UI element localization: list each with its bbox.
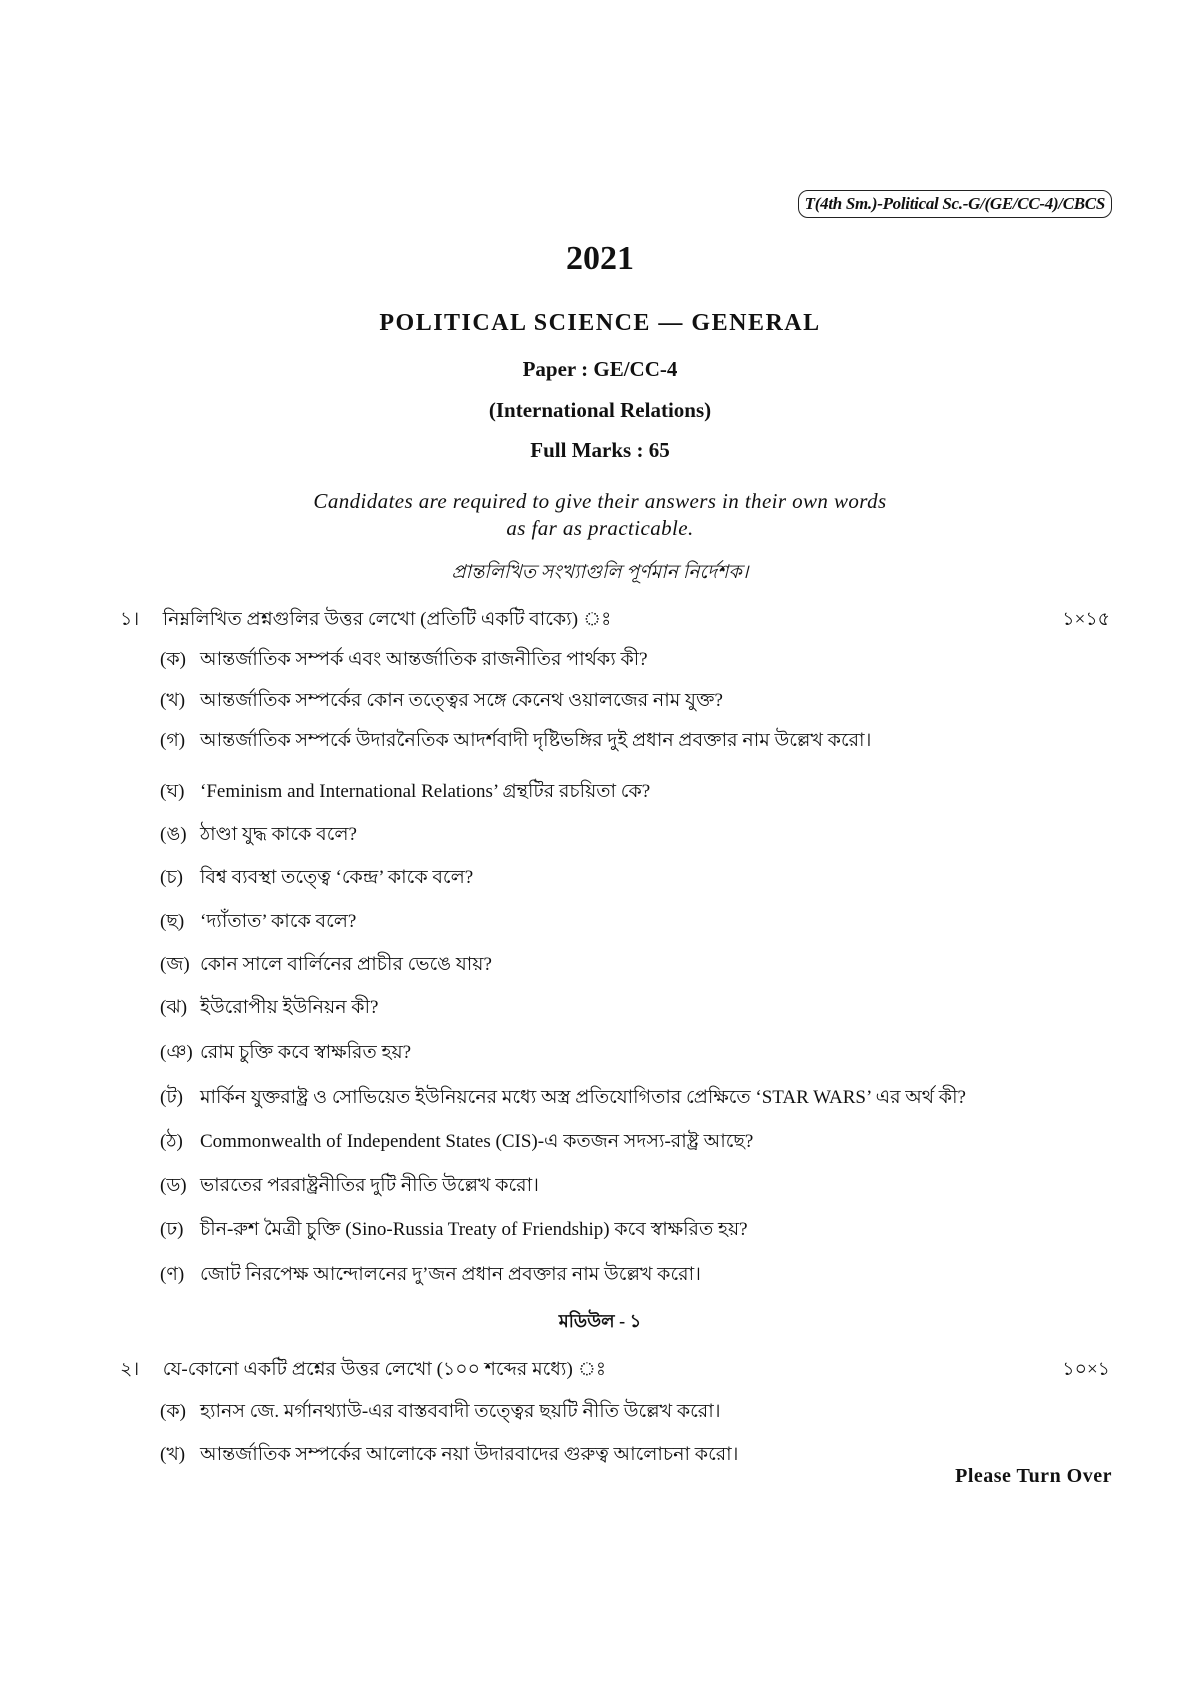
sub-question-text: ঠাণ্ডা যুদ্ধ কাকে বলে?	[200, 824, 357, 845]
sub-question-text: আন্তর্জাতিক সম্পর্কে উদারনৈতিক আদর্শবাদী দৃষ্টিভঙ্গির দুই প্রধান প্রবক্তার নাম উল্লেখ করো।	[200, 730, 872, 751]
sub-question-label: (জ)	[160, 954, 190, 975]
sub-question-label: (ঠ)	[160, 1131, 183, 1152]
sub-question	[160, 1171, 1110, 1203]
sub-question-label: (ড)	[160, 1175, 187, 1196]
exam-year: 2021	[566, 240, 634, 277]
question-marks: ১×১৫	[1062, 609, 1110, 630]
question-1	[120, 605, 1110, 637]
sub-question-text: Commonwealth of Independent States (CIS)-এ কতজন সদস্য-রাষ্ট্র আছে?	[200, 1131, 754, 1152]
question-2	[120, 1355, 1110, 1387]
paper-label: Paper : GE/CC-4	[522, 357, 678, 381]
sub-question	[160, 863, 1110, 895]
sub-question	[160, 1038, 1110, 1070]
subject-title: POLITICAL SCIENCE — GENERAL	[379, 310, 821, 336]
sub-question-text: আন্তর্জাতিক সম্পর্কের কোন তত্ত্বের সঙ্গে কেনেথ ওয়ালজের নাম যুক্ত?	[200, 690, 723, 711]
question-number: ২।	[120, 1359, 140, 1380]
sub-question	[160, 1397, 1110, 1429]
sub-question-text: ‘Feminism and International Relations’ গ্রন্থটির রচয়িতা কে?	[200, 781, 651, 802]
paper-area: (International Relations)	[488, 398, 712, 422]
sub-question	[160, 1083, 1110, 1115]
sub-question-text: বিশ্ব ব্যবস্থা তত্ত্বে ‘কেন্দ্র’ কাকে বলে?	[200, 867, 474, 888]
sub-question-text: জোট নিরপেক্ষ আন্দোলনের দু’জন প্রধান প্রবক্তার নাম উল্লেখ করো।	[200, 1264, 701, 1285]
full-marks: Full Marks : 65	[530, 438, 670, 462]
sub-question-label: (ঙ)	[160, 824, 187, 845]
sub-question-text: ইউরোপীয় ইউনিয়ন কী?	[200, 997, 379, 1018]
sub-question	[160, 686, 1110, 718]
sub-question-label: (ঞ)	[160, 1042, 193, 1063]
sub-question-label: (ট)	[160, 1087, 184, 1108]
sub-question-text: ‘দ্যাঁতাত’ কাকে বলে?	[200, 911, 357, 932]
instruction-line: Candidates are required to give their answers in their own words	[313, 489, 887, 513]
sub-question-text: আন্তর্জাতিক সম্পর্ক এবং আন্তর্জাতিক রাজনীতির পার্থক্য কী?	[200, 649, 648, 670]
sub-question-label: (ক)	[160, 1401, 186, 1422]
sub-question-label: (ছ)	[160, 911, 185, 932]
sub-question-text: হ্যানস জে. মর্গানথ্যাউ-এর বাস্তববাদী তত্ত্বের ছয়টি নীতি উল্লেখ করো।	[200, 1401, 721, 1422]
please-turn-over: Please Turn Over	[955, 1465, 1112, 1487]
sub-question-label: (ঝ)	[160, 997, 188, 1018]
sub-question-label: (ক)	[160, 649, 186, 670]
sub-question-text: কোন সালে বার্লিনের প্রাচীর ভেঙে যায়?	[200, 954, 492, 975]
module-heading: মডিউল - ১	[558, 1311, 642, 1331]
question-marks: ১০×১	[1062, 1359, 1110, 1380]
sub-question-label: (চ)	[160, 867, 183, 888]
sub-question-label: (খ)	[160, 690, 186, 711]
sub-question	[160, 777, 1110, 809]
sub-question	[160, 726, 1110, 758]
sub-question-label: (খ)	[160, 1444, 186, 1465]
sub-question	[160, 645, 1110, 677]
sub-question-text: রোম চুক্তি কবে স্বাক্ষরিত হয়?	[200, 1042, 412, 1063]
sub-question-text: আন্তর্জাতিক সম্পর্কের আলোকে নয়া উদারবাদের গুরুত্ব আলোচনা করো।	[200, 1444, 739, 1465]
sub-question-text: ভারতের পররাষ্ট্রনীতির দুটি নীতি উল্লেখ করো।	[200, 1175, 539, 1196]
sub-question-text: চীন-রুশ মৈত্রী চুক্তি (Sino-Russia Treaty of Friendship) কবে স্বাক্ষরিত হয়?	[200, 1219, 748, 1240]
sub-question-label: (ণ)	[160, 1264, 185, 1285]
question-number: ১।	[120, 609, 140, 630]
paper-code: T(4th Sm.)-Political Sc.-G/(GE/CC-4)/CBCS	[798, 190, 1112, 218]
sub-question	[160, 1127, 1110, 1159]
sub-question-label: (গ)	[160, 730, 186, 751]
sub-question-label: (ঢ)	[160, 1219, 184, 1240]
sub-question	[160, 907, 1110, 939]
sub-question-text: মার্কিন যুক্তরাষ্ট্র ও সোভিয়েত ইউনিয়নের মধ্যে অস্ত্র প্রতিযোগিতার প্রেক্ষিতে ‘STAR WARS’ এর অর্থ কী?	[200, 1087, 966, 1108]
sub-question	[160, 950, 1110, 982]
sub-question	[160, 993, 1110, 1025]
question-text: নিম্নলিখিত প্রশ্নগুলির উত্তর লেখো (প্রতিটি একটি বাক্যে) ঃ	[162, 609, 612, 630]
sub-question	[160, 1215, 1110, 1247]
marks-note: প্রান্তলিখিত সংখ্যাগুলি পূর্ণমান নির্দেশক।	[451, 562, 749, 583]
instructions	[0, 488, 1200, 542]
sub-question	[160, 1260, 1110, 1292]
sub-question	[160, 820, 1110, 852]
instruction-line: as far as practicable.	[506, 516, 694, 540]
question-text: যে-কোনো একটি প্রশ্নের উত্তর লেখো (১০০ শব্দের মধ্যে) ঃ	[162, 1359, 606, 1380]
sub-question-label: (ঘ)	[160, 781, 185, 802]
